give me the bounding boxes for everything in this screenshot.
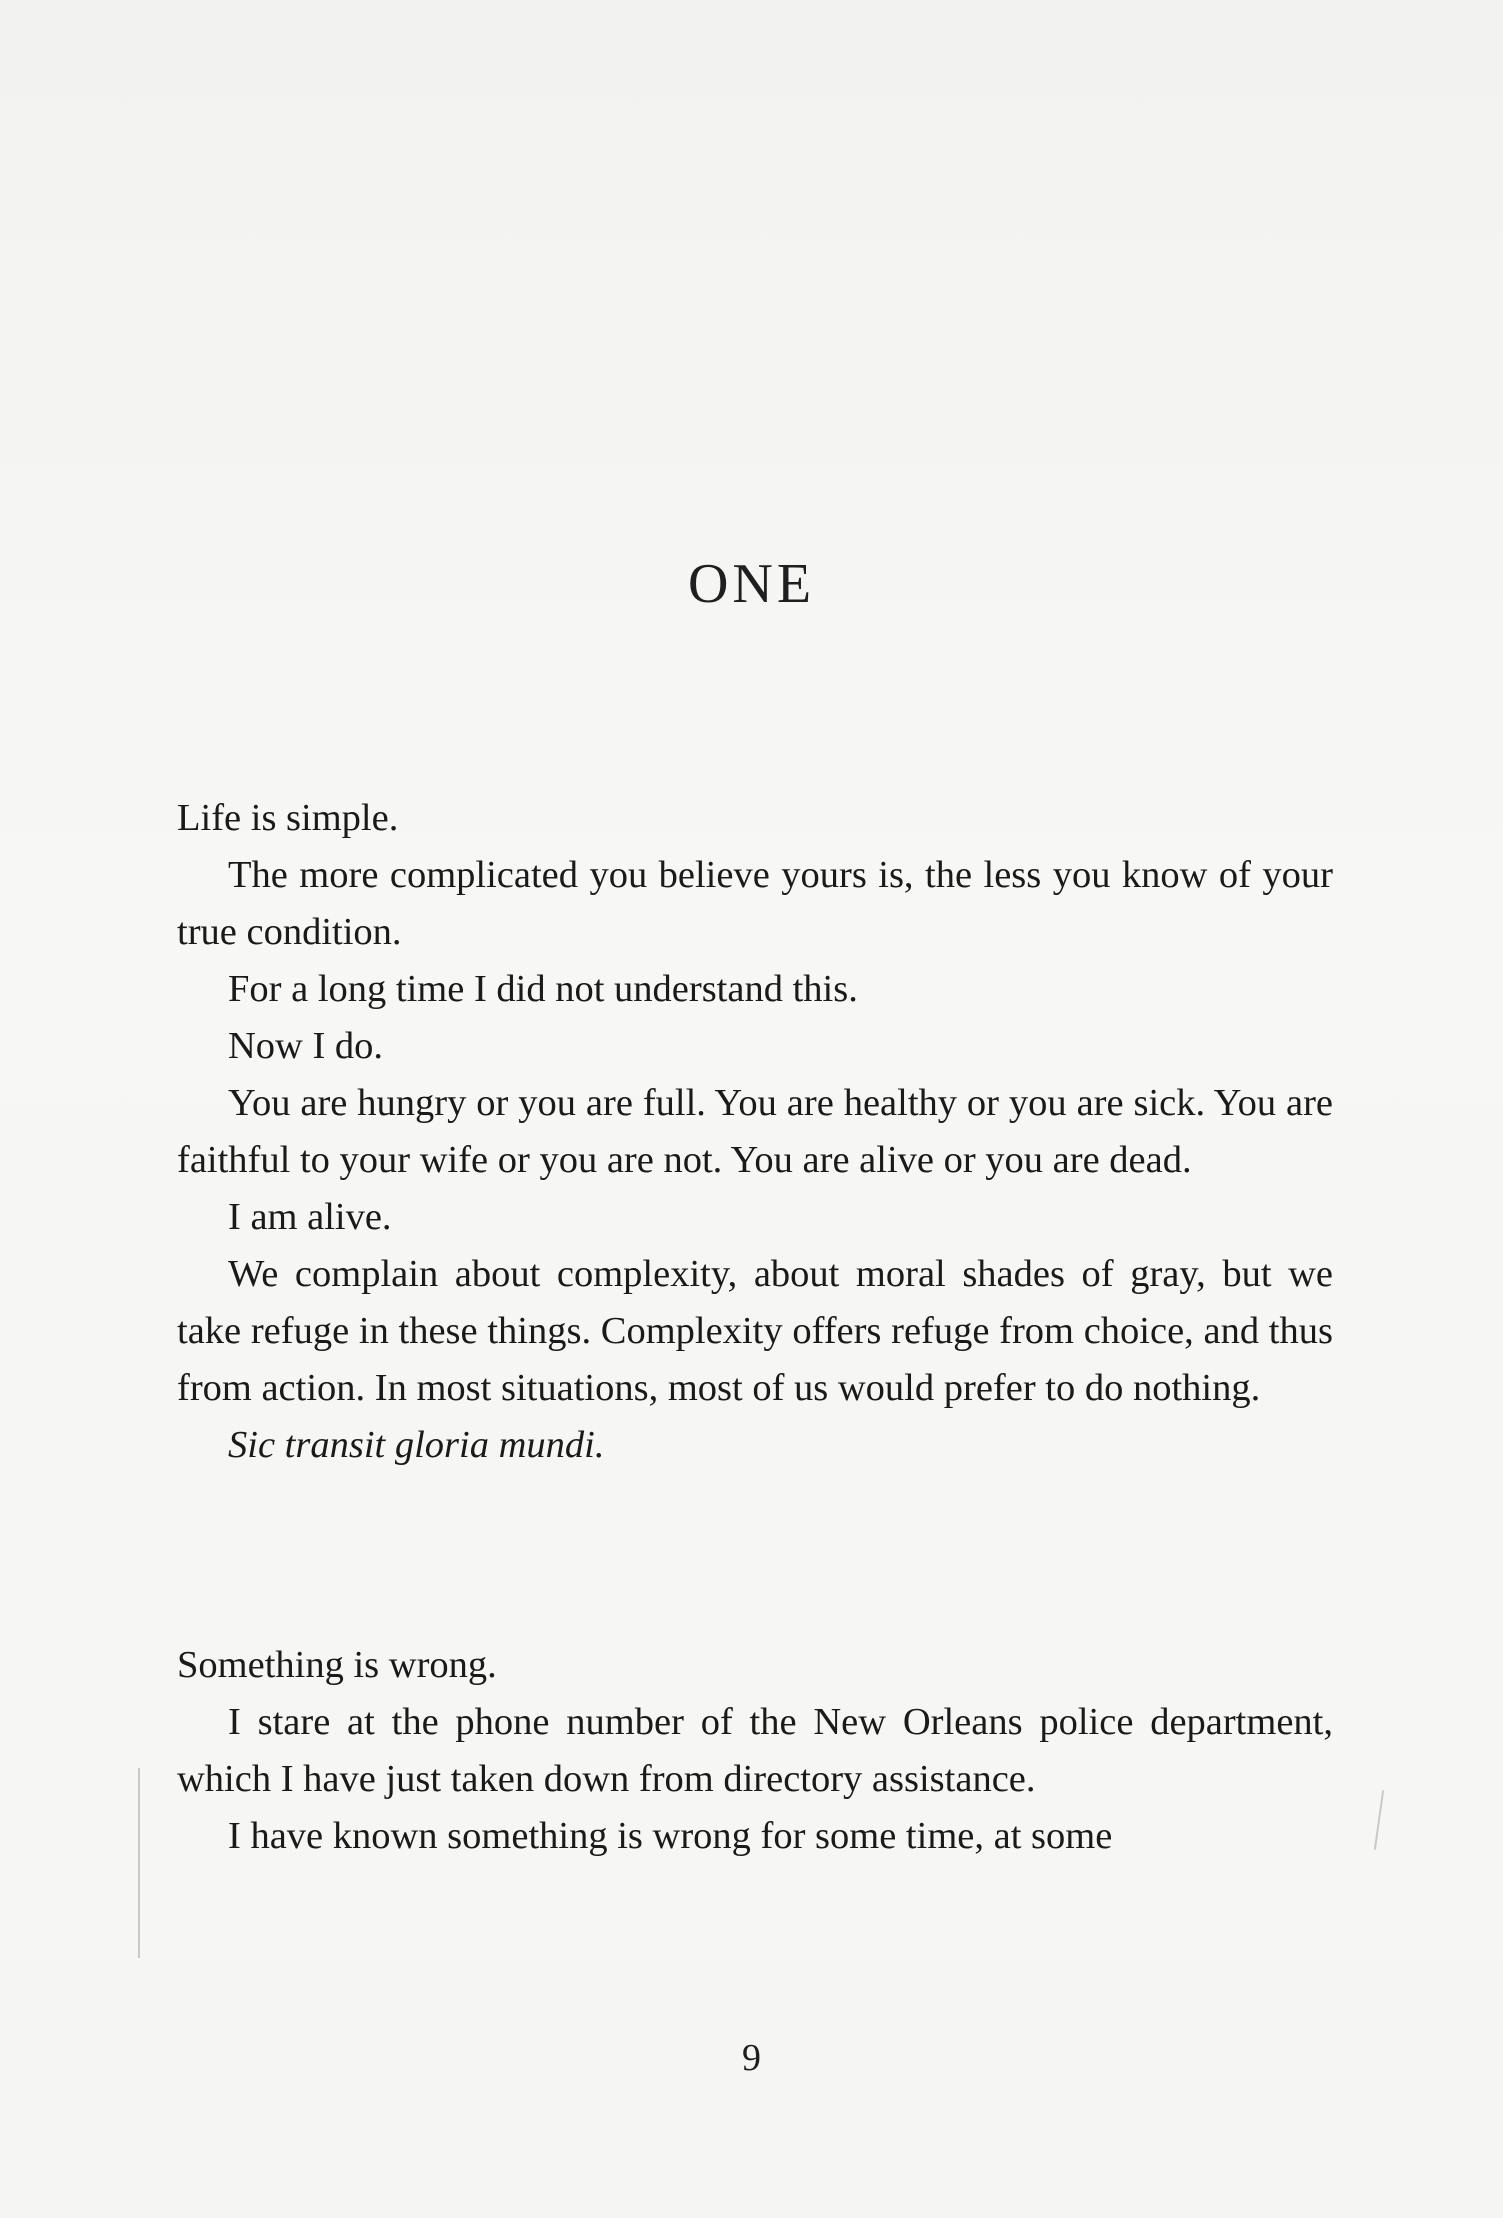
page-number: 9 [742, 2037, 761, 2079]
paragraph: Life is simple. [177, 797, 399, 839]
latin-phrase: Sic transit gloria mundi. [228, 1424, 605, 1466]
scan-edge-mark [1374, 1790, 1384, 1850]
scan-edge-mark [138, 1768, 140, 1958]
paragraph: Something is wrong. [177, 1644, 497, 1686]
paragraph: We complain about complexity, about moral shades of gray, but we take refuge in these things. Complexity offers refuge from choice, and thus from action. In most situations, most of us would prefer to do nothing. [177, 1253, 1333, 1409]
paragraph: For a long time I did not understand this. [228, 968, 858, 1010]
paragraph: The more complicated you believe yours is, the less you know of your true condition. [177, 854, 1333, 953]
paragraph: Now I do. [228, 1025, 384, 1067]
paragraph: I am alive. [228, 1196, 392, 1238]
paragraph: I stare at the phone number of the New Orleans police department, which I have just taken down from directory assistance. [177, 1701, 1333, 1800]
text-section-1 [177, 790, 1333, 1474]
paragraph: I have known something is wrong for some time, at some [228, 1815, 1113, 1857]
chapter-heading: ONE [687, 553, 816, 615]
paragraph: You are hungry or you are full. You are healthy or you are sick. You are faithful to your wife or you are not. You are alive or you are dead. [177, 1082, 1333, 1181]
text-section-2 [177, 1637, 1333, 1865]
